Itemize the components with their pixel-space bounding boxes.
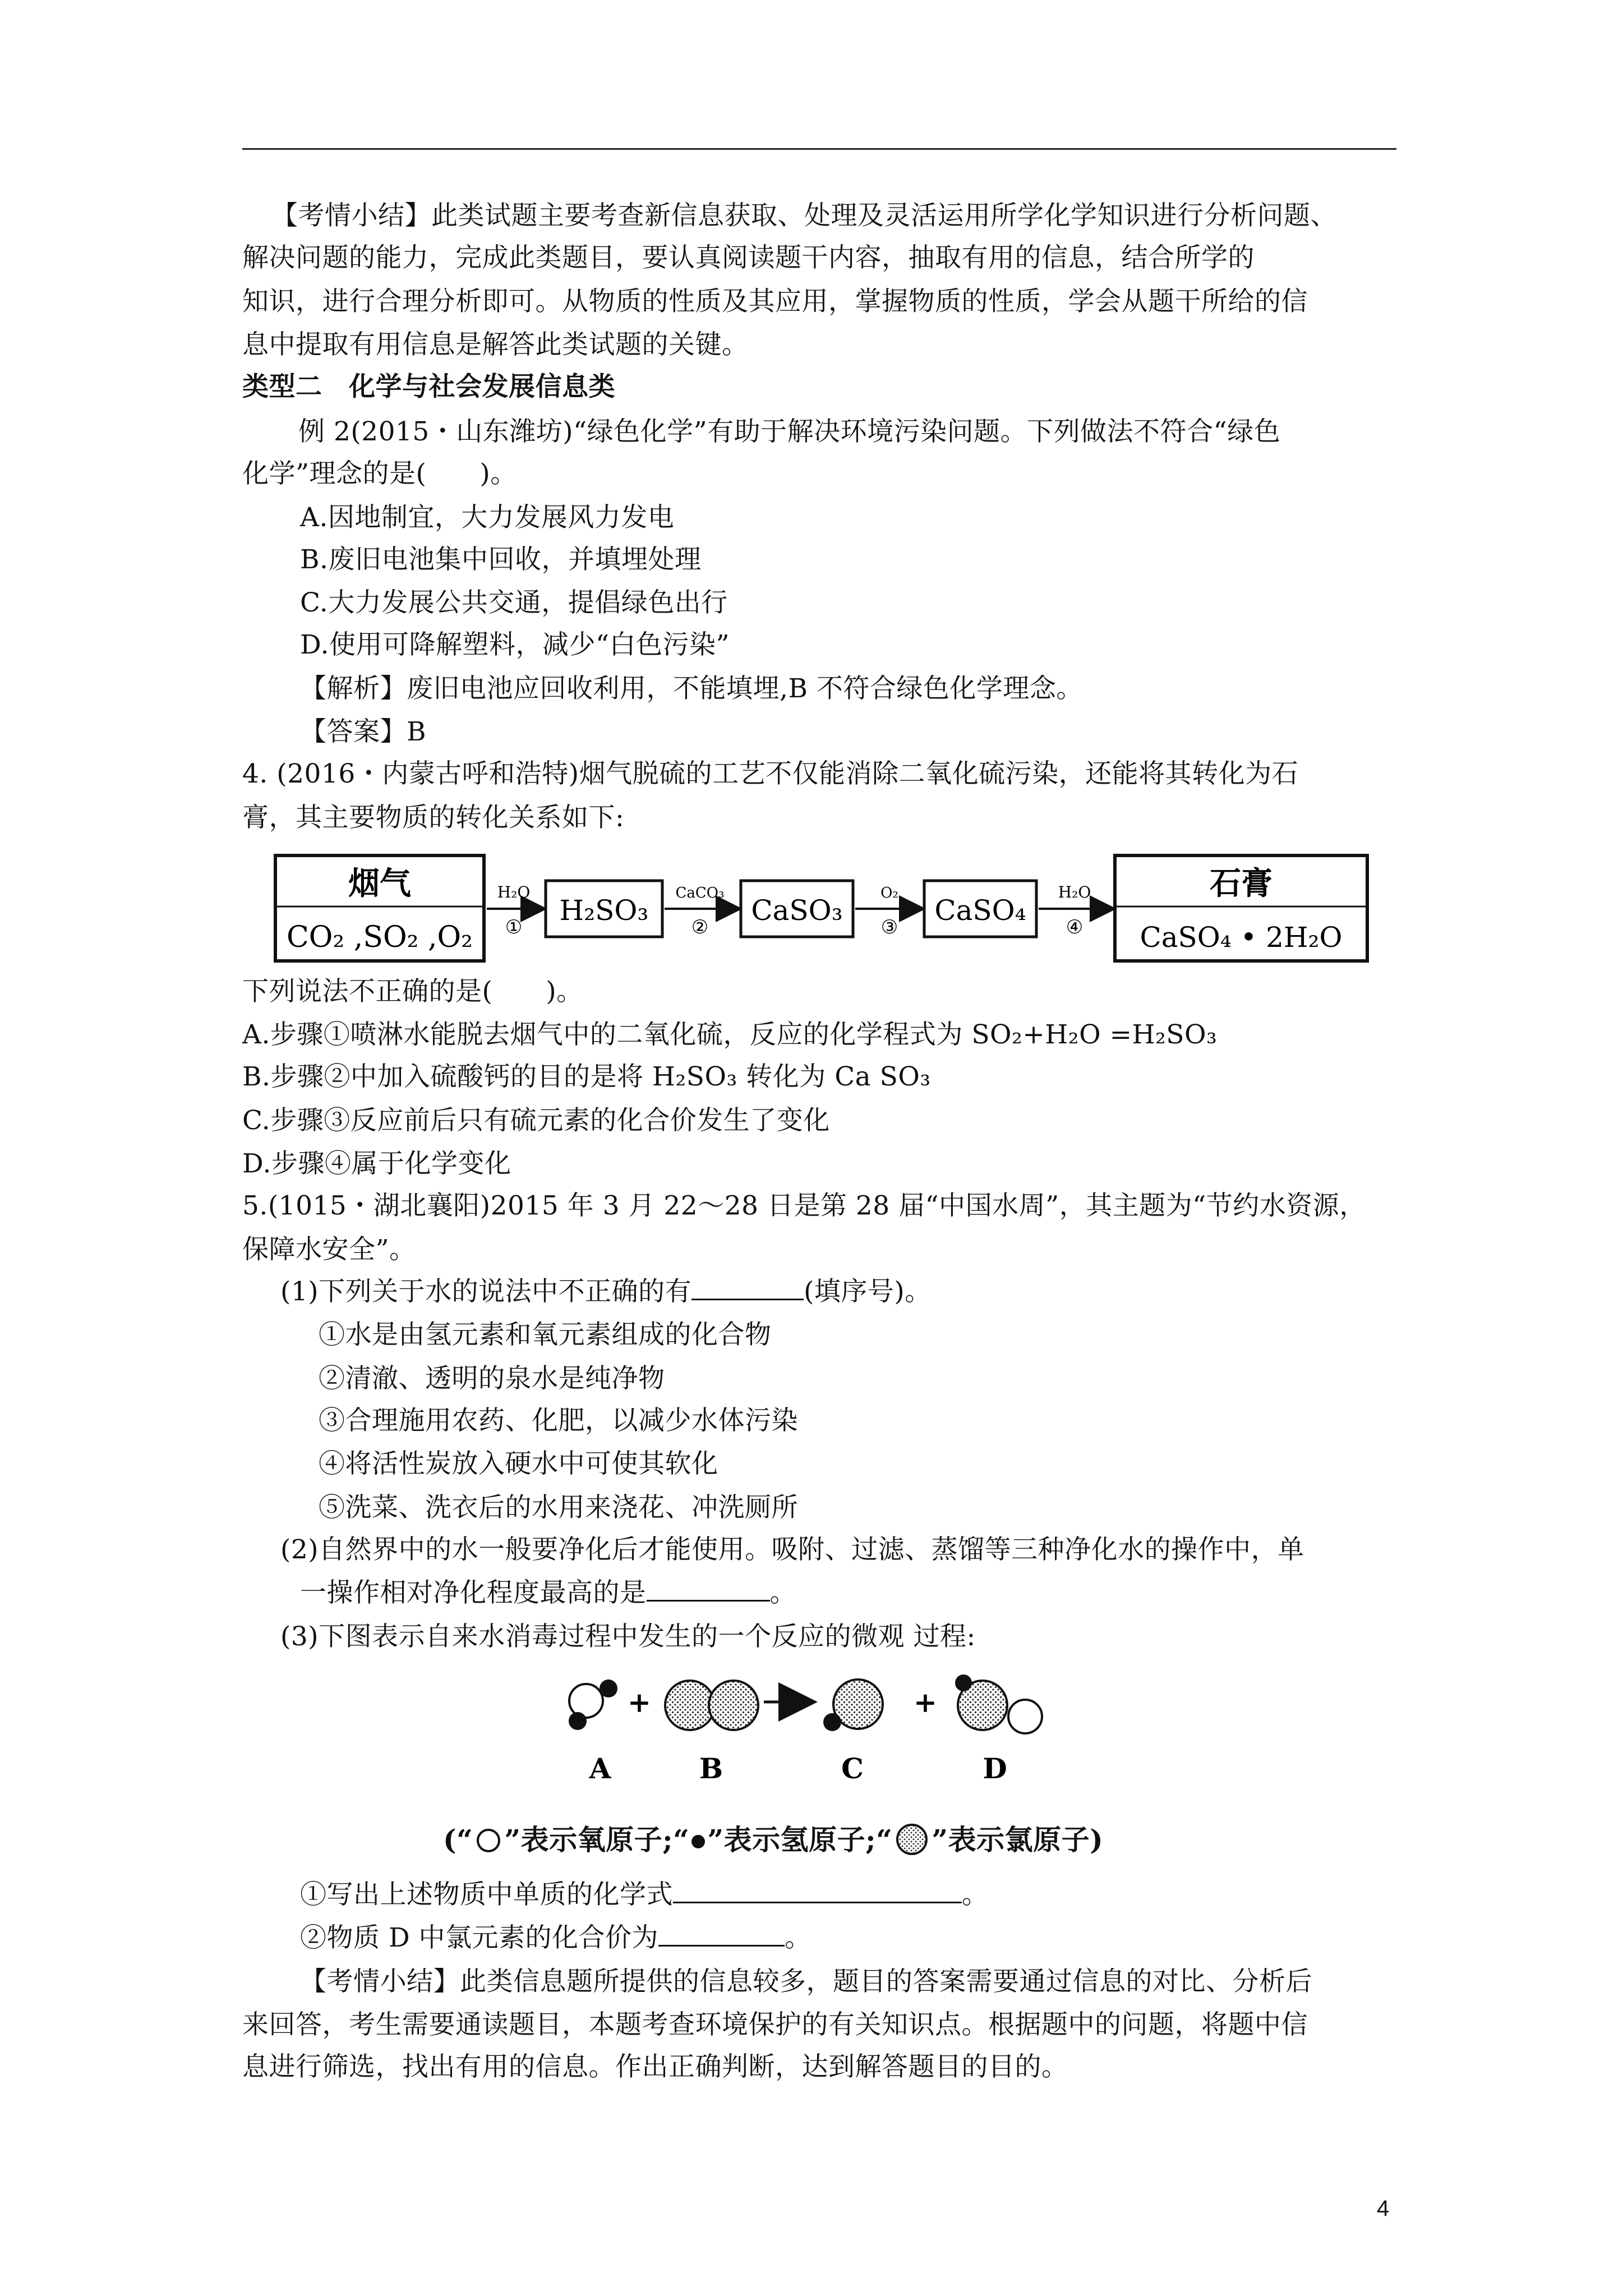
summary1-line3: 知识，进行合理分析即可。从物质的性质及其应用，掌握物质的性质，学会从题干所给的信 <box>242 286 1308 317</box>
oxygen-atom <box>569 1684 603 1718</box>
hydrogen-atom <box>823 1713 841 1731</box>
header-rule <box>242 148 1396 150</box>
q5-part2-text: 一操作相对净化程度最高的是 <box>300 1577 647 1608</box>
legend-oxygen-icon <box>473 1827 504 1854</box>
hydrogen-atom <box>569 1712 587 1730</box>
hydrogen-atom <box>955 1674 972 1691</box>
hydrogen-atom <box>600 1680 617 1697</box>
q5-statement-2: ②清澈、透明的泉水是纯净物 <box>319 1363 665 1394</box>
flow-arrow4-step: ④ <box>1066 916 1083 938</box>
q4-option-a: A.步骤①喷淋水能脱去烟气中的二氧化硫，反应的化学程式为 SO₂+H₂O =H₂SO₃ <box>242 1019 1218 1050</box>
molecule-c <box>823 1680 883 1731</box>
flow-diagram <box>274 854 1370 966</box>
q5-part1 <box>280 1275 932 1309</box>
flow-box5-sub: CaSO₄ • 2H₂O <box>1140 921 1343 954</box>
q4-option-d: D.步骤④属于化学变化 <box>242 1148 511 1179</box>
q5-subq-2 <box>300 1921 811 1955</box>
legend-chlorine-icon <box>892 1823 932 1856</box>
q5-part1-text: (1)下列关于水的说法中不正确的有 <box>280 1276 692 1307</box>
plus-sign: + <box>914 1686 937 1719</box>
molecule-d <box>955 1674 1042 1733</box>
flow-arrow3-reagent: O₂ <box>880 885 898 901</box>
flow-box1-title: 烟气 <box>348 865 411 902</box>
plus-sign: + <box>628 1686 651 1719</box>
q5-statement-3: ③合理施用农药、化肥，以减少水体污染 <box>319 1405 798 1436</box>
q5-stem1: 5.(1015・湖北襄阳)2015 年 3 月 22～28 日是第 28 届“中国水周”，其主题为“节约水资源， <box>242 1190 1366 1221</box>
label-b: B <box>699 1752 723 1785</box>
summary1-line2: 解决问题的能力，完成此类题目，要认真阅读题干内容，抽取有用的信息，结合所学的 <box>242 242 1255 273</box>
example2-option-c: C.大力发展公共交通，提倡绿色出行 <box>300 587 728 618</box>
q4-stem1: 4. (2016・内蒙古呼和浩特)烟气脱硫的工艺不仅能消除二氧化硫污染，还能将其转化为石 <box>242 758 1299 789</box>
q5-part1-suffix: (填序号)。 <box>804 1276 932 1307</box>
oxygen-atom <box>1008 1700 1042 1733</box>
q4-question: 下列说法不正确的是( )。 <box>242 976 583 1007</box>
q4-stem2: 膏，其主要物质的转化关系如下: <box>242 802 625 833</box>
legend-hydrogen-text: ”表示氢原子;“ <box>707 1823 893 1856</box>
q5-subq2-suffix: 。 <box>785 1922 811 1953</box>
q5-part3: (3)下图表示自来水消毒过程中发生的一个反应的微观 过程: <box>280 1621 976 1652</box>
summary1-line4: 息中提取有用信息是解答此类试题的关键。 <box>242 329 749 360</box>
molecule-b <box>665 1681 758 1730</box>
q5-part1-blank[interactable] <box>691 1275 804 1300</box>
legend-oxygen-text: ”表示氧原子;“ <box>504 1823 690 1856</box>
flow-arrow1-reagent: H₂O <box>497 883 531 901</box>
q5-subq2-text: ②物质 D 中氯元素的化合价为 <box>300 1922 659 1953</box>
summary2-line2: 来回答，考生需要通读题目，本题考查环境保护的有关知识点。根据题中的问题，将题中信 <box>242 2009 1308 2040</box>
flow-box3-label: CaSO₃ <box>751 894 843 927</box>
q5-stem2: 保障水安全”。 <box>242 1234 416 1265</box>
type2-heading: 类型二 化学与社会发展信息类 <box>242 371 615 402</box>
summary2-line3: 息进行筛选，找出有用的信息。作出正确判断，达到解答题目的目的。 <box>242 2051 1068 2082</box>
example2-answer: 【答案】B <box>300 716 427 747</box>
q5-subq1-blank[interactable] <box>673 1878 962 1903</box>
q5-statement-5: ⑤洗菜、洗衣后的水用来浇花、冲洗厕所 <box>319 1492 798 1523</box>
flow-arrow3-step: ③ <box>880 916 898 938</box>
chlorine-atom <box>709 1681 758 1730</box>
q5-part2-blank[interactable] <box>647 1576 770 1602</box>
summary2-line1: 【考情小结】此类信息题所提供的信息较多，题目的答案需要通过信息的对比、分析后 <box>300 1966 1312 1997</box>
q4-option-b: B.步骤②中加入硫酸钙的目的是将 H₂SO₃ 转化为 Ca SO₃ <box>242 1061 931 1092</box>
label-c: C <box>841 1752 864 1785</box>
flow-arrow4-reagent: H₂O <box>1058 883 1091 901</box>
example2-stem2: 化学”理念的是( )。 <box>242 458 517 489</box>
summary1-line1: 【考情小结】此类试题主要考查新信息获取、处理及灵活运用所学化学知识进行分析问题、 <box>271 200 1337 231</box>
example2-stem1: 例 2(2015・山东潍坊)“绿色化学”有助于解决环境污染问题。下列做法不符合“绿色 <box>298 416 1281 447</box>
flow-arrow2-step: ② <box>691 916 709 938</box>
example2-option-d: D.使用可降解塑料，减少“白色污染” <box>300 629 730 660</box>
q5-subq-1 <box>300 1878 989 1912</box>
page-number: 4 <box>1377 2196 1390 2221</box>
example2-option-a: A.因地制宜，大力发展风力发电 <box>300 502 675 533</box>
molecule-a <box>569 1680 617 1730</box>
q5-subq2-blank[interactable] <box>658 1921 785 1947</box>
label-d: D <box>983 1752 1007 1785</box>
legend-hydrogen-icon <box>689 1829 707 1852</box>
flow-box5-title: 石膏 <box>1210 865 1272 902</box>
flow-arrow1-step: ① <box>505 916 523 938</box>
legend-open: (“ <box>443 1823 473 1856</box>
example2-option-b: B.废旧电池集中回收，并填埋处理 <box>300 544 702 575</box>
flow-box2-label: H₂SO₃ <box>559 894 649 927</box>
flow-arrow2-reagent: CaCO₃ <box>675 885 725 901</box>
flow-box4-label: CaSO₄ <box>934 894 1026 927</box>
q5-subq1-text: ①写出上述物质中单质的化学式 <box>300 1879 673 1910</box>
chlorine-atom <box>665 1681 714 1730</box>
q5-part2-line1: (2)自然界中的水一般要净化后才能使用。吸附、过滤、蒸馏等三种净化水的操作中，单 <box>280 1534 1304 1565</box>
q5-part2-suffix: 。 <box>769 1577 796 1608</box>
flow-box1-sub: CO₂ ,SO₂ ,O₂ <box>287 921 473 954</box>
q5-subq1-suffix: 。 <box>962 1879 989 1910</box>
label-a: A <box>589 1752 611 1785</box>
q5-statement-1: ①水是由氢元素和氧元素组成的化合物 <box>319 1319 772 1350</box>
q5-statement-4: ④将活性炭放入硬水中可使其软化 <box>319 1448 718 1479</box>
molecule-legend <box>443 1822 1103 1858</box>
q5-part2-line2 <box>300 1576 796 1610</box>
q4-option-c: C.步骤③反应前后只有硫元素的化合价发生了变化 <box>242 1105 830 1136</box>
legend-chlorine-text: ”表示氯原子) <box>932 1823 1104 1856</box>
example2-analysis: 【解析】废旧电池应回收利用，不能填埋,B 不符合绿色化学理念。 <box>300 673 1083 704</box>
